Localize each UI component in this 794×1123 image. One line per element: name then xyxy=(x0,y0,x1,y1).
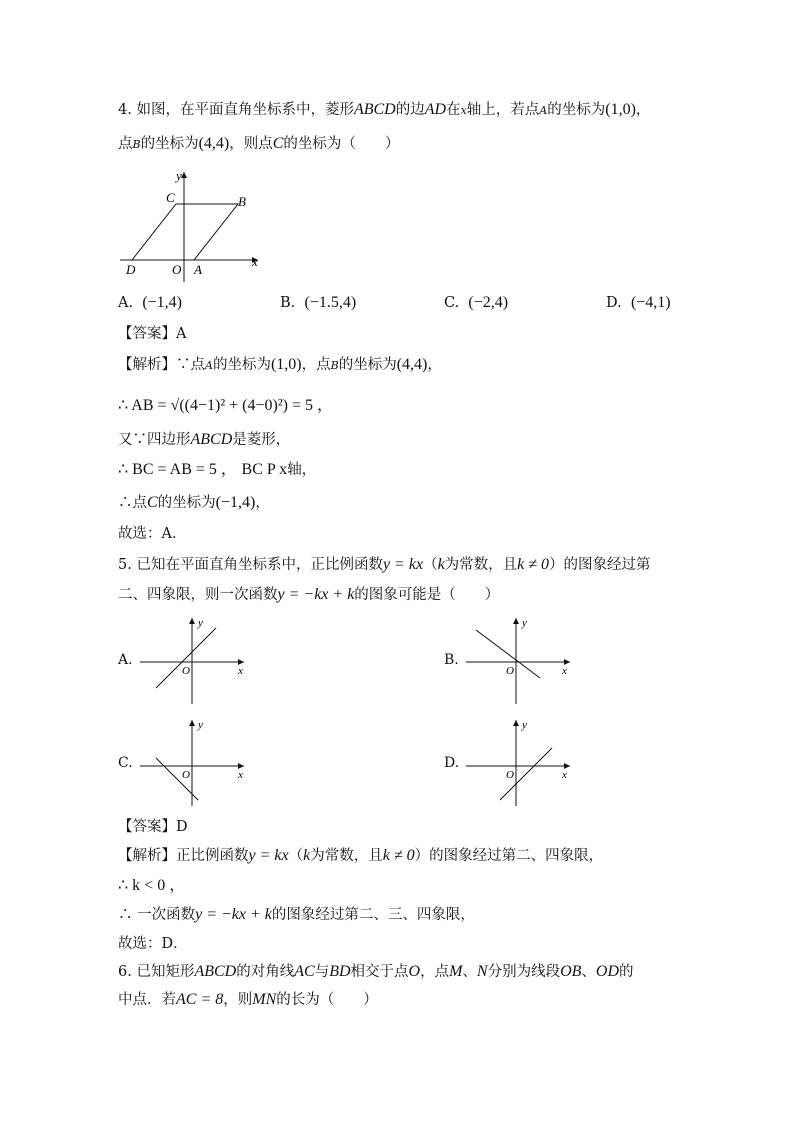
line-a xyxy=(156,628,216,688)
q5-graph-c xyxy=(140,716,252,808)
q6-line2: 中点．若AC = 8，则MN的长为（ ） xyxy=(118,991,378,1008)
q5-graph-d xyxy=(466,716,578,808)
q5-solution-line2: ∴ k < 0 ， xyxy=(118,877,186,894)
fig-label-A: A xyxy=(194,262,202,277)
svg-text:O: O xyxy=(182,769,190,781)
q4-line2: 点B的坐标为(4,4)，则点C的坐标为（ ） xyxy=(118,135,400,152)
svg-text:y: y xyxy=(522,719,527,731)
q5-graph-a xyxy=(140,614,252,706)
fig-label-O: O xyxy=(172,262,182,277)
q4-solution-line1: 【解析】∵点A的坐标为(1,0)，点B的坐标为(4,4)， xyxy=(118,356,442,373)
q5-solution-line4: 故选：D． xyxy=(118,936,188,952)
q5-graph-b xyxy=(466,614,578,706)
q5-fig-c-label: C. xyxy=(118,755,133,771)
q5-line2: 二、四象限，则一次函数y = −kx + k的图象可能是（ ） xyxy=(118,586,500,603)
q4-option-a: A. (−1,4) xyxy=(118,294,182,311)
q4-solution-line3: 又∵四边形ABCD是菱形， xyxy=(118,431,291,448)
q4-line1: 4. 如图，在平面直角坐标系中，菱形ABCD的边AD在x轴上，若点A的坐标为(1,0)， xyxy=(118,101,651,118)
svg-text:y: y xyxy=(198,617,203,629)
q6-line1: 6. 已知矩形ABCD的对角线AC与BD相交于点O，点M、N分别为线段OB、OD的 xyxy=(118,963,634,980)
q5-solution-line1: 【解析】正比例函数y = kx（k为常数，且k ≠ 0）的图象经过第二、四象限， xyxy=(118,847,604,864)
q5-answer: 【答案】D xyxy=(118,819,188,835)
q4-solution-line6: 故选：A． xyxy=(118,526,187,542)
svg-text:O: O xyxy=(506,769,514,781)
svg-text:O: O xyxy=(182,665,190,677)
q4-option-d: D. (−4,1) xyxy=(606,294,671,311)
q5-line1: 5. 已知在平面直角坐标系中，正比例函数y = kx（k为常数，且k ≠ 0）的图象经过第 xyxy=(118,556,651,573)
q4-answer: 【答案】A xyxy=(118,326,187,342)
fig-label-x: x xyxy=(252,254,258,269)
svg-text:y: y xyxy=(198,719,203,731)
fig-label-y: y xyxy=(176,168,182,183)
svg-text:x: x xyxy=(562,665,567,677)
svg-text:x: x xyxy=(238,769,243,781)
fig-label-C: C xyxy=(166,190,175,205)
q5-fig-d-label: D. xyxy=(444,755,460,771)
q5-fig-a-label: A. xyxy=(118,652,133,668)
svg-text:x: x xyxy=(562,769,567,781)
q4-option-c: C. (−2,4) xyxy=(444,294,509,311)
q4-solution-line2: ∴ AB = √((4−1)² + (4−0)²) = 5 ， xyxy=(118,397,333,414)
q5-solution-line3: ∴ 一次函数y = −kx + k的图象经过第二、三、四象限， xyxy=(118,906,475,923)
q4-solution-line5: ∴点C的坐标为(−1,4)， xyxy=(118,494,270,511)
svg-text:O: O xyxy=(506,665,514,677)
q4-solution-line4: ∴ BC = AB = 5 ， BC P x轴， xyxy=(118,461,317,478)
q4-rhombus-figure xyxy=(118,168,268,284)
q5-fig-b-label: B. xyxy=(444,652,459,668)
rhombus xyxy=(132,204,238,260)
fig-label-D: D xyxy=(126,262,136,277)
svg-text:x: x xyxy=(238,665,243,677)
q4-option-b: B. (−1.5,4) xyxy=(280,294,357,311)
fig-label-B: B xyxy=(238,194,246,209)
svg-text:y: y xyxy=(522,617,527,629)
